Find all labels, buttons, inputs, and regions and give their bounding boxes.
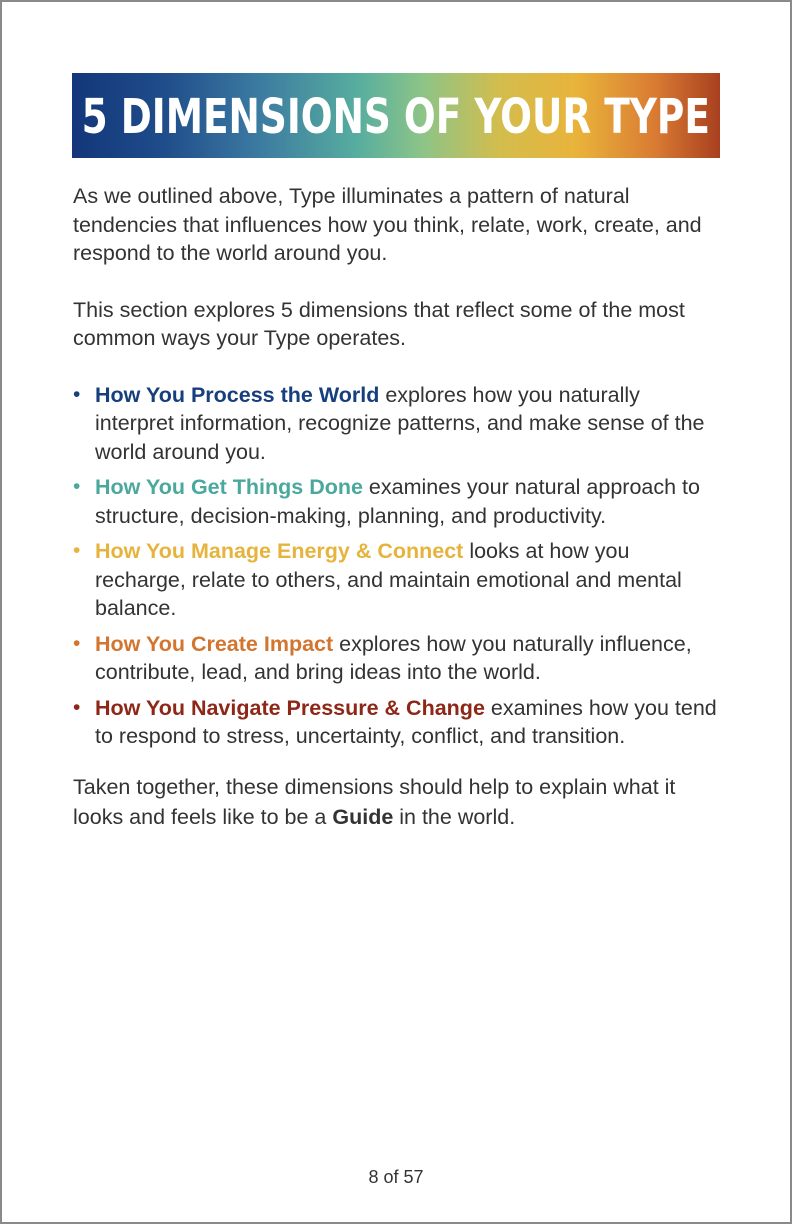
- dimension-description: explores how you naturally interpret information, recognize patterns, and make sense of the world around you.: [95, 382, 705, 464]
- page-content: [73, 182, 723, 832]
- list-item: [73, 473, 723, 530]
- bullet-dot: •: [73, 695, 81, 719]
- list-item: [73, 537, 723, 623]
- dimension-description: examines your natural approach to structure, decision-making, planning, and productivity.: [95, 475, 700, 528]
- list-item: [73, 630, 723, 687]
- dimension-name: How You Manage Energy & Connect: [95, 539, 464, 563]
- intro-paragraph-1: As we outlined above, Type illuminates a pattern of natural tendencies that influences how you think, relate, work, create, and respond to the world around you.: [73, 184, 702, 265]
- section-banner: [72, 73, 720, 158]
- dimensions-list: [73, 381, 723, 751]
- closing-text-after: in the world.: [393, 804, 516, 829]
- page-number: 8 of 57: [368, 1167, 424, 1187]
- intro-paragraph-2: This section explores 5 dimensions that reflect some of the most common ways your Type operates.: [73, 297, 685, 350]
- closing-text-before: Taken together, these dimensions should help to explain what it looks and feels like to be a: [73, 774, 676, 829]
- dimension-description: looks at how you recharge, relate to others, and maintain emotional and mental balance.: [95, 539, 682, 620]
- dimension-name: How You Process the World: [95, 382, 380, 407]
- closing-paragraph: [73, 772, 723, 832]
- type-name: Guide: [332, 804, 394, 829]
- dimension-description: examines how you tend to respond to stress, uncertainty, conflict, and transition.: [95, 695, 717, 748]
- section-title: 5 DIMENSIONS OF YOUR TYPE: [81, 88, 711, 145]
- dimension-name: How You Create Impact: [95, 631, 334, 656]
- bullet-dot: •: [73, 631, 81, 655]
- bullet-dot: •: [73, 475, 81, 498]
- dimension-description: explores how you naturally influence, contribute, lead, and bring ideas into the world.: [95, 631, 692, 684]
- bullet-dot: •: [73, 539, 81, 562]
- list-item: [73, 694, 723, 751]
- dimension-name: How You Get Things Done: [95, 475, 363, 499]
- list-item: [73, 381, 723, 467]
- dimension-name: How You Navigate Pressure & Change: [95, 695, 485, 720]
- bullet-dot: •: [73, 382, 81, 406]
